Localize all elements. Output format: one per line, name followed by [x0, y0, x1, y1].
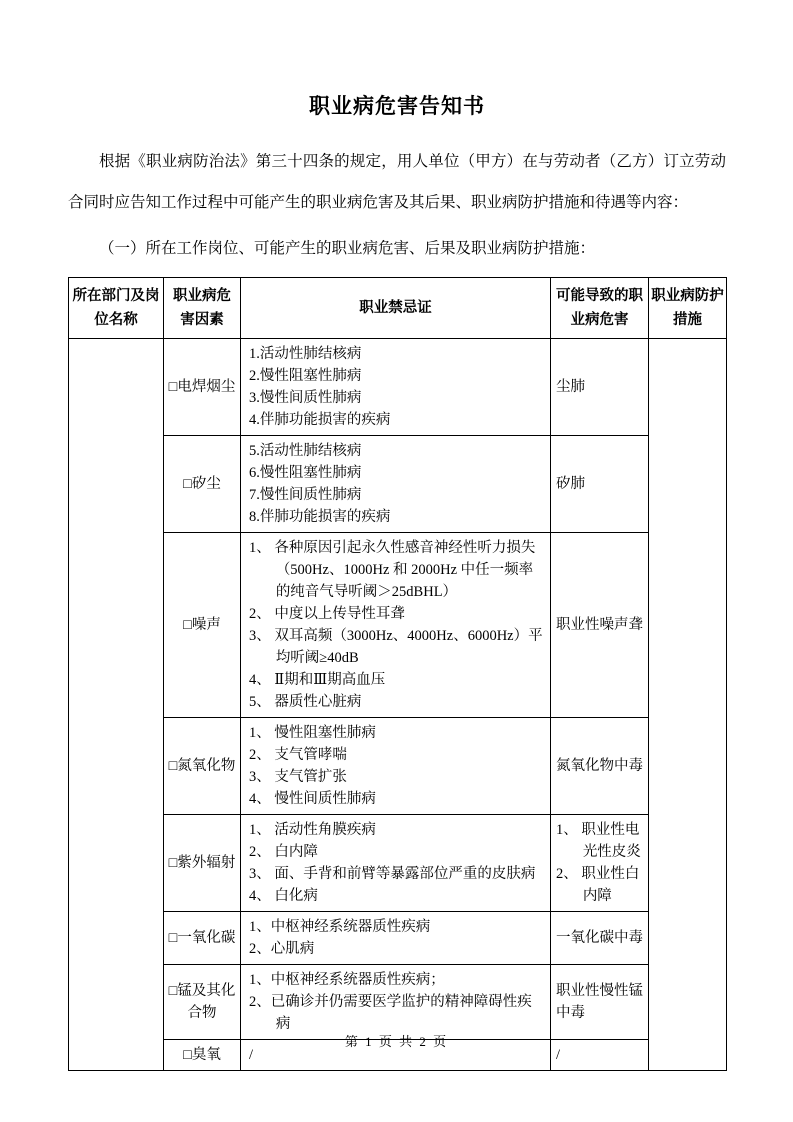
possible-disease-line: 一氧化碳中毒 [556, 930, 643, 947]
contraindication-line: 4.伴肺功能损害的疾病 [249, 412, 391, 429]
cell-possible-disease [551, 339, 649, 436]
possible-disease-line: 2、 职业性白内障 [556, 866, 640, 905]
cell-possible-disease [551, 718, 649, 815]
table-body [69, 339, 727, 1071]
table-row [69, 912, 727, 965]
cell-contraindication [241, 965, 551, 1040]
possible-disease-line: 职业性噪声聋 [556, 617, 643, 634]
contraindication-line: 4、 慢性间质性肺病 [249, 791, 376, 808]
contraindication-line: 7.慢性间质性肺病 [249, 487, 362, 504]
contraindication-line: 2.慢性阻塞性肺病 [249, 368, 362, 385]
contraindication-line: 1、 活动性角膜疾病 [249, 822, 376, 839]
contraindication-line: 6.慢性阻塞性肺病 [249, 465, 362, 482]
cell-hazard-factor[interactable]: □噪声 [164, 533, 241, 718]
column-header-result: 可能导致的职业病危害 [551, 278, 649, 339]
column-header-contraindication: 职业禁忌证 [241, 278, 551, 339]
table-row [69, 339, 727, 436]
contraindication-line: 8.伴肺功能损害的疾病 [249, 509, 391, 526]
cell-hazard-factor[interactable]: □臭氧 [164, 1040, 241, 1071]
contraindication-line: 2、已确诊并仍需要医学监护的精神障碍性疾病 [249, 994, 532, 1033]
table-row [69, 718, 727, 815]
cell-hazard-factor[interactable]: □氮氧化物 [164, 718, 241, 815]
contraindication-line: 1.活动性肺结核病 [249, 346, 362, 363]
contraindication-line: 2、 中度以上传导性耳聋 [249, 606, 405, 623]
intro-paragraph: 根据《职业病防治法》第三十四条的规定，用人单位（甲方）在与劳动者（乙方）订立劳动合同时应告知工作过程中可能产生的职业病危害及其后果、职业病防护措施和待遇等内容： [68, 153, 726, 212]
cell-hazard-factor[interactable]: □一氧化碳 [164, 912, 241, 965]
cell-contraindication [241, 815, 551, 912]
cell-hazard-factor[interactable]: □电焊烟尘 [164, 339, 241, 436]
contraindication-line: 2、心肌病 [249, 941, 315, 958]
contraindication-line: 2、 支气管哮喘 [249, 747, 347, 764]
table-row [69, 815, 727, 912]
document-content [68, 0, 726, 1071]
possible-disease-line: 氮氧化物中毒 [556, 758, 643, 775]
contraindication-line: 1、 慢性阻塞性肺病 [249, 725, 376, 742]
cell-contraindication [241, 718, 551, 815]
page-footer: 第 1 页 共 2 页 [344, 1034, 449, 1049]
table-row [69, 533, 727, 718]
contraindication-line: 5.活动性肺结核病 [249, 443, 362, 460]
contraindication-line: 3、 面、手背和前臂等暴露部位严重的皮肤病 [249, 866, 536, 883]
section-heading: （一）所在工作岗位、可能产生的职业病危害、后果及职业病防护措施： [99, 240, 596, 258]
cell-contraindication [241, 436, 551, 533]
cell-possible-disease [551, 965, 649, 1040]
cell-department-position[interactable] [69, 339, 164, 1071]
cell-possible-disease [551, 815, 649, 912]
table-row [69, 436, 727, 533]
contraindication-line: 4、 Ⅱ期和Ⅲ期高血压 [249, 672, 386, 689]
contraindication-line: 1、中枢神经系统器质性疾病 [249, 919, 431, 936]
possible-disease-line: 矽肺 [556, 476, 585, 493]
table-header-row [69, 278, 727, 339]
contraindication-line: 2、 白内障 [249, 844, 318, 861]
cell-possible-disease [551, 436, 649, 533]
possible-disease-line: 职业性慢性锰中毒 [556, 983, 643, 1022]
column-header-factor: 职业病危害因素 [164, 278, 241, 339]
page-title: 职业病危害告知书 [309, 94, 485, 118]
cell-contraindication [241, 339, 551, 436]
possible-disease-line: 1、 职业性电光性皮炎 [556, 822, 641, 861]
column-header-measure: 职业病防护措施 [649, 278, 727, 339]
cell-hazard-factor[interactable]: □紫外辐射 [164, 815, 241, 912]
contraindication-line: 3.慢性间质性肺病 [249, 390, 362, 407]
possible-disease-line: / [556, 1047, 561, 1064]
contraindication-line: 3、 支气管扩张 [249, 769, 347, 786]
table-row [69, 965, 727, 1040]
contraindication-line: 1、 各种原因引起永久性感音神经性听力损失（500Hz、1000Hz 和 2000Hz 中任一频率的纯音气导听阈＞25dBHL） [249, 540, 536, 601]
cell-protective-measure[interactable] [649, 339, 727, 1071]
contraindication-line: / [249, 1047, 254, 1064]
contraindication-line: 3、 双耳高频（3000Hz、4000Hz、6000Hz）平均听阈≥40dB [249, 628, 543, 667]
column-header-dept: 所在部门及岗位名称 [69, 278, 164, 339]
contraindication-line: 5、 器质性心脏病 [249, 694, 362, 711]
contraindication-line: 4、 白化病 [249, 888, 318, 905]
cell-possible-disease [551, 912, 649, 965]
occupational-hazard-table [68, 277, 727, 1071]
table-header [69, 278, 727, 339]
contraindication-line: 1、中枢神经系统器质性疾病； [249, 972, 445, 989]
cell-contraindication [241, 533, 551, 718]
cell-hazard-factor[interactable]: □锰及其化合物 [164, 965, 241, 1040]
possible-disease-line: 尘肺 [556, 379, 585, 396]
cell-possible-disease [551, 533, 649, 718]
cell-contraindication [241, 912, 551, 965]
cell-hazard-factor[interactable]: □矽尘 [164, 436, 241, 533]
